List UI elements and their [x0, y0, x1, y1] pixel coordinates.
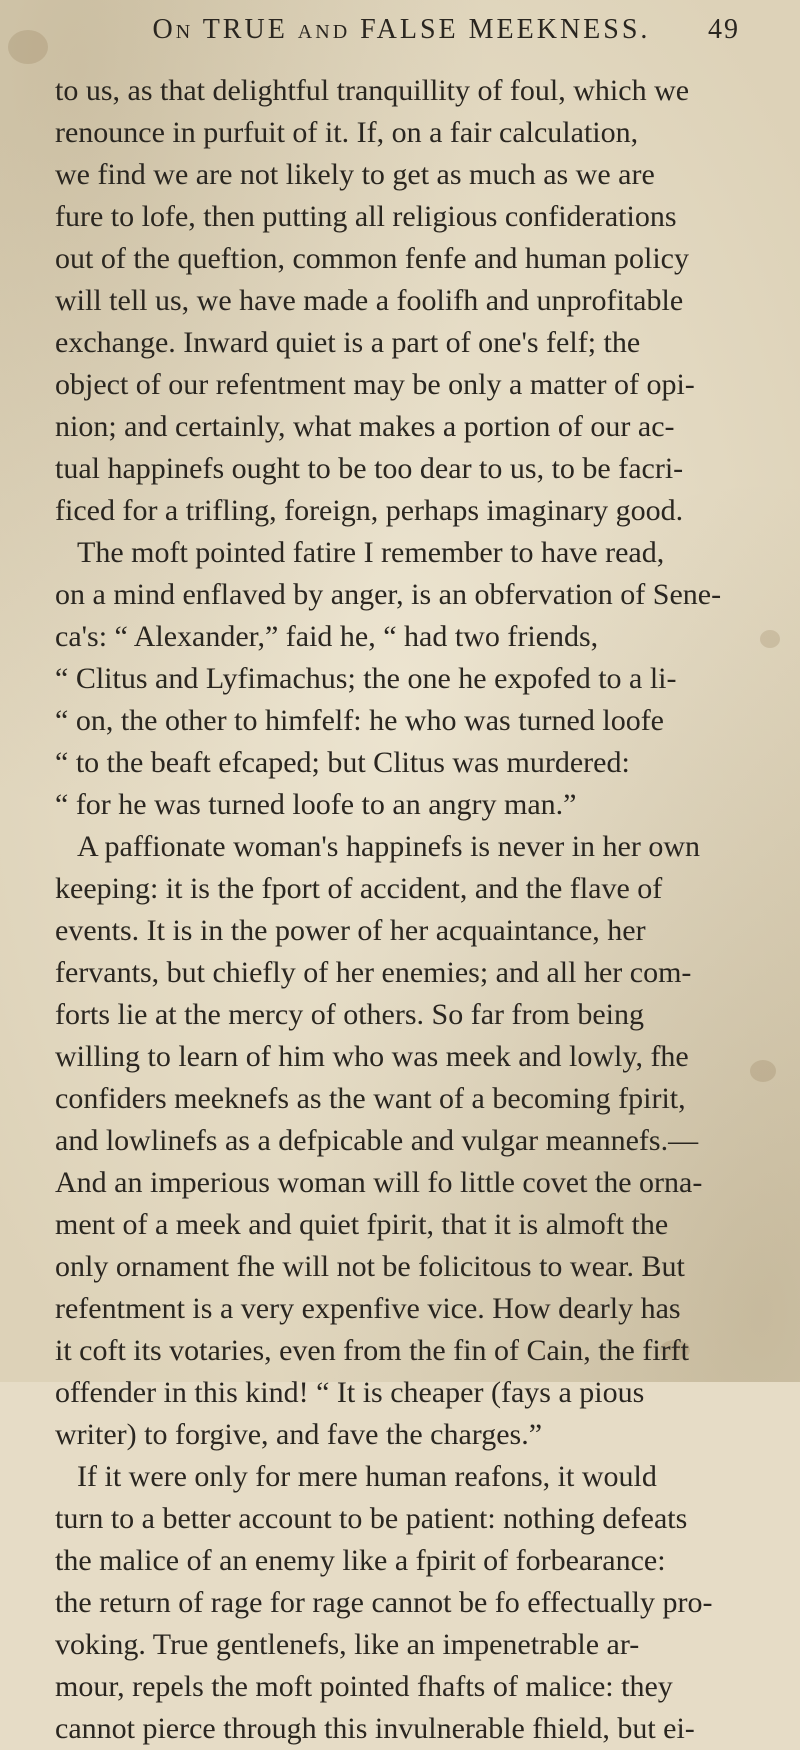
- text-line: “ Clitus and Lyfimachus; the one he expofed to a li-: [55, 662, 677, 695]
- text-line: forts lie at the mercy of others. So far from being: [55, 998, 644, 1031]
- text-line: we find we are not likely to get as much as we are: [55, 158, 655, 191]
- text-line: to us, as that delightful tranquillity of foul, which we: [55, 74, 690, 107]
- text-line: on a mind enflaved by anger, is an obfervation of Sene-: [55, 578, 722, 611]
- text-line: only ornament fhe will not be folicitous to wear. But: [55, 1250, 685, 1283]
- text-line: ficed for a trifling, foreign, perhaps imaginary good.: [55, 494, 684, 527]
- text-line: If it were only for mere human reafons, it would: [77, 1460, 657, 1493]
- text-line: renounce in purfuit of it. If, on a fair calculation,: [55, 116, 639, 149]
- text-line: ca's: “ Alexander,” faid he, “ had two friends,: [55, 620, 599, 653]
- text-line: fervants, but chiefly of her enemies; and all her com-: [55, 956, 692, 989]
- text-line: “ to the beaft efcaped; but Clitus was murdered:: [55, 746, 630, 779]
- text-line: offender in this kind! “ It is cheaper (fays a pious: [55, 1376, 645, 1409]
- text-line: mour, repels the moft pointed fhafts of malice: they: [55, 1670, 673, 1703]
- text-line: the malice of an enemy like a fpirit of forbearance:: [55, 1544, 666, 1577]
- text-line: willing to learn of him who was meek and lowly, fhe: [55, 1040, 689, 1073]
- text-line: ment of a meek and quiet fpirit, that it is almoft the: [55, 1208, 669, 1241]
- text-line: the return of rage for rage cannot be fo effectually pro-: [55, 1586, 713, 1619]
- text-line: confiders meeknefs as the want of a becoming fpirit,: [55, 1082, 686, 1115]
- book-page: [55, 14, 755, 1750]
- text-line: “ on, the other to himfelf: he who was turned loofe: [55, 704, 664, 737]
- text-line: And an imperious woman will fo little covet the orna-: [55, 1166, 703, 1199]
- running-head: [55, 14, 755, 70]
- text-line: out of the queftion, common fenfe and human policy: [55, 242, 689, 275]
- body-text: [55, 70, 755, 1750]
- text-line: cannot pierce through this invulnerable fhield, but ei-: [55, 1712, 695, 1745]
- text-line: The moft pointed fatire I remember to have read,: [77, 536, 665, 569]
- text-line: tual happinefs ought to be too dear to us, to be facri-: [55, 452, 684, 485]
- text-line: “ for he was turned loofe to an angry man.”: [55, 788, 577, 821]
- text-line: keeping: it is the fport of accident, and the flave of: [55, 872, 663, 905]
- foxing-spot: [760, 630, 780, 648]
- text-line: it coft its votaries, even from the fin of Cain, the firft: [55, 1334, 689, 1367]
- running-title: On TRUE and FALSE MEEKNESS.: [152, 14, 651, 45]
- text-line: voking. True gentlenefs, like an impenetrable ar-: [55, 1628, 640, 1661]
- text-line: nion; and certainly, what makes a portion of our ac-: [55, 410, 675, 443]
- text-line: A paffionate woman's happinefs is never in her own: [77, 830, 701, 863]
- text-line: object of our refentment may be only a matter of opi-: [55, 368, 695, 401]
- text-line: writer) to forgive, and fave the charges.”: [55, 1418, 543, 1451]
- text-line: and lowlinefs as a defpicable and vulgar meannefs.—: [55, 1124, 699, 1157]
- text-line: events. It is in the power of her acquaintance, her: [55, 914, 646, 947]
- foxing-spot: [8, 30, 48, 64]
- text-line: fure to lofe, then putting all religious confiderations: [55, 200, 677, 233]
- text-line: turn to a better account to be patient: nothing defeats: [55, 1502, 688, 1535]
- text-line: exchange. Inward quiet is a part of one's felf; the: [55, 326, 641, 359]
- text-line: refentment is a very expenfive vice. How dearly has: [55, 1292, 681, 1325]
- text-line: will tell us, we have made a foolifh and unprofitable: [55, 284, 684, 317]
- page-number: 49: [707, 14, 740, 45]
